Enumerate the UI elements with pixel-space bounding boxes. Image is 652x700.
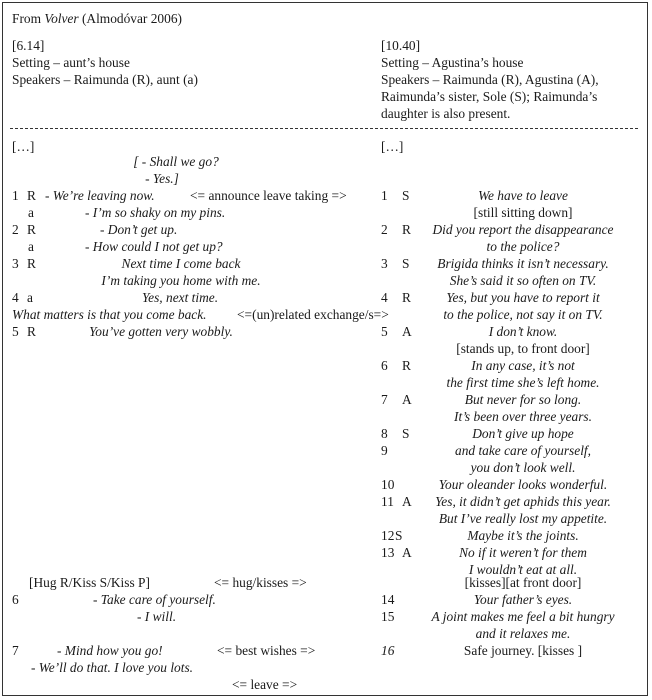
left-line-num: 5 <box>12 324 19 339</box>
right-line-text: She’s said it so often on TV. <box>449 273 597 288</box>
right-line-text: A joint makes me feel a bit hungry <box>431 609 615 624</box>
source-title: Volver <box>44 11 79 26</box>
annotation: <=(un)related exchange/s=> <box>237 307 389 322</box>
right-scene-speakers-1: Speakers – Raimunda (R), Agustina (A), <box>381 72 599 87</box>
right-line-num: 14 <box>381 592 395 607</box>
left-line-text: - How could I not get up? <box>85 239 223 254</box>
right-line-speaker: S <box>395 528 403 543</box>
left-line-num: 7 <box>12 643 19 658</box>
left-line-text: - I’m so shaky on my pins. <box>85 205 226 220</box>
right-line-num: 15 <box>381 609 395 624</box>
right-line-text: I don’t know. <box>488 324 558 339</box>
right-line-text: Your father’s eyes. <box>473 592 573 607</box>
right-line-num: 1 <box>381 188 388 203</box>
left-line-speaker: R <box>27 222 36 237</box>
left-line-speaker: a <box>27 290 33 305</box>
right-line-text: We have to leave <box>478 188 568 203</box>
right-line-text: Did you report the disappearance <box>432 222 614 237</box>
left-line-text: - Don’t get up. <box>100 222 178 237</box>
left-line-num: 6 <box>12 592 19 607</box>
right-scene-speakers-3: daughter is also present. <box>381 106 511 121</box>
annotation: <= announce leave taking => <box>190 188 347 203</box>
left-line-num: 4 <box>12 290 19 305</box>
right-line-text: and it relaxes me. <box>475 626 571 641</box>
right-line-num: 3 <box>381 256 388 271</box>
right-line-text: Safe journey. [kisses ] <box>463 643 583 658</box>
left-line-text: - Mind how you go! <box>57 643 163 658</box>
right-line-text: Yes, but you have to report it <box>446 290 600 305</box>
left-ellipsis: […] <box>12 139 35 154</box>
right-line-speaker: S <box>402 426 410 441</box>
right-line-num: 9 <box>381 443 388 458</box>
source-suffix: (Almodóvar 2006) <box>78 11 182 26</box>
right-line-speaker: R <box>402 290 411 305</box>
right-scene-setting: Setting – Agustina’s house <box>381 55 524 70</box>
left-line-text: [ - Shall we go? <box>133 154 219 169</box>
right-line-text: you don’t look well. <box>470 460 576 475</box>
right-line-speaker: S <box>402 188 410 203</box>
left-scene-setting: Setting – aunt’s house <box>12 55 130 70</box>
left-line-num: 1 <box>12 188 19 203</box>
left-scene-speakers: Speakers – Raimunda (R), aunt (a) <box>12 72 198 87</box>
right-line-speaker: S <box>402 256 410 271</box>
right-line-num: 8 <box>381 426 388 441</box>
right-line-num: 7 <box>381 392 388 407</box>
right-line-text: Your oleander looks wonderful. <box>438 477 608 492</box>
right-line-text: and take care of yourself, <box>455 443 591 458</box>
right-line-speaker: A <box>402 324 412 339</box>
left-line-speaker: R <box>27 324 36 339</box>
right-line-text: But I’ve really lost my appetite. <box>438 511 608 526</box>
right-line-text: But never for so long. <box>464 392 582 407</box>
left-line-text: I’m taking you home with me. <box>101 273 261 288</box>
left-line-text: Next time I come back <box>121 256 241 271</box>
right-line-text: the first time she’s left home. <box>446 375 600 390</box>
left-line-text: - We’ll do that. I love you lots. <box>31 660 194 675</box>
left-line-num: 3 <box>12 256 19 271</box>
source-line <box>12 11 182 27</box>
right-line-text: [kisses][at front door] <box>464 575 582 590</box>
left-line-text: What matters is that you come back. <box>12 307 207 322</box>
right-line-text: Yes, it didn’t get aphids this year. <box>435 494 611 509</box>
right-line-speaker: R <box>402 358 411 373</box>
left-line-text: You’ve gotten very wobbly. <box>89 324 233 339</box>
right-line-text: [stands up, to front door] <box>456 341 590 356</box>
left-line-speaker: R <box>27 188 36 203</box>
source-prefix: From <box>12 11 45 26</box>
right-scene-speakers-2: Raimunda’s sister, Sole (S); Raimunda’s <box>381 89 598 104</box>
right-line-speaker: A <box>402 494 412 509</box>
right-scene-ref: [10.40] <box>381 38 421 53</box>
left-line-speaker: R <box>27 256 36 271</box>
annotation: <= best wishes => <box>217 643 316 658</box>
right-line-num: 6 <box>381 358 388 373</box>
annotation: <= leave => <box>232 677 298 692</box>
left-line-text: - Yes.] <box>145 171 179 186</box>
right-line-text: Don’t give up hope <box>472 426 574 441</box>
right-line-num: 5 <box>381 324 388 339</box>
left-line-text: - Take care of yourself. <box>93 592 216 607</box>
left-line-text: Yes, next time. <box>141 290 219 305</box>
right-line-text: In any case, it’s not <box>471 358 575 373</box>
right-line-num: 2 <box>381 222 388 237</box>
right-line-text: It’s been over three years. <box>454 409 592 424</box>
right-line-num: 11 <box>381 494 394 509</box>
left-line-text: - I will. <box>137 609 177 624</box>
right-line-num: 16 <box>381 643 395 658</box>
right-line-num: 4 <box>381 290 388 305</box>
right-line-speaker: A <box>402 545 412 560</box>
right-line-num: 10 <box>381 477 395 492</box>
right-line-speaker: A <box>402 392 412 407</box>
left-line-text: [Hug R/Kiss S/Kiss P] <box>29 575 150 590</box>
right-line-text: No if it weren’t for them <box>459 545 587 560</box>
left-scene-ref: [6.14] <box>12 38 45 53</box>
right-line-num: 12 <box>381 528 395 543</box>
right-line-text: to the police, not say it on TV. <box>443 307 603 322</box>
right-line-text: Brigida thinks it isn’t necessary. <box>437 256 609 271</box>
right-line-text: I wouldn’t eat at all. <box>468 562 578 577</box>
left-line-num: 2 <box>12 222 19 237</box>
left-line-speaker: a <box>28 239 34 254</box>
right-line-text: Maybe it’s the joints. <box>467 528 579 543</box>
right-ellipsis: […] <box>381 139 404 154</box>
left-line-text: - We’re leaving now. <box>45 188 155 203</box>
right-line-text: to the police? <box>486 239 560 254</box>
right-line-speaker: R <box>402 222 411 237</box>
right-line-text: [still sitting down] <box>473 205 573 220</box>
left-line-speaker: a <box>28 205 34 220</box>
dashed-divider <box>10 128 638 129</box>
annotation: <= hug/kisses => <box>214 575 307 590</box>
right-line-num: 13 <box>381 545 395 560</box>
